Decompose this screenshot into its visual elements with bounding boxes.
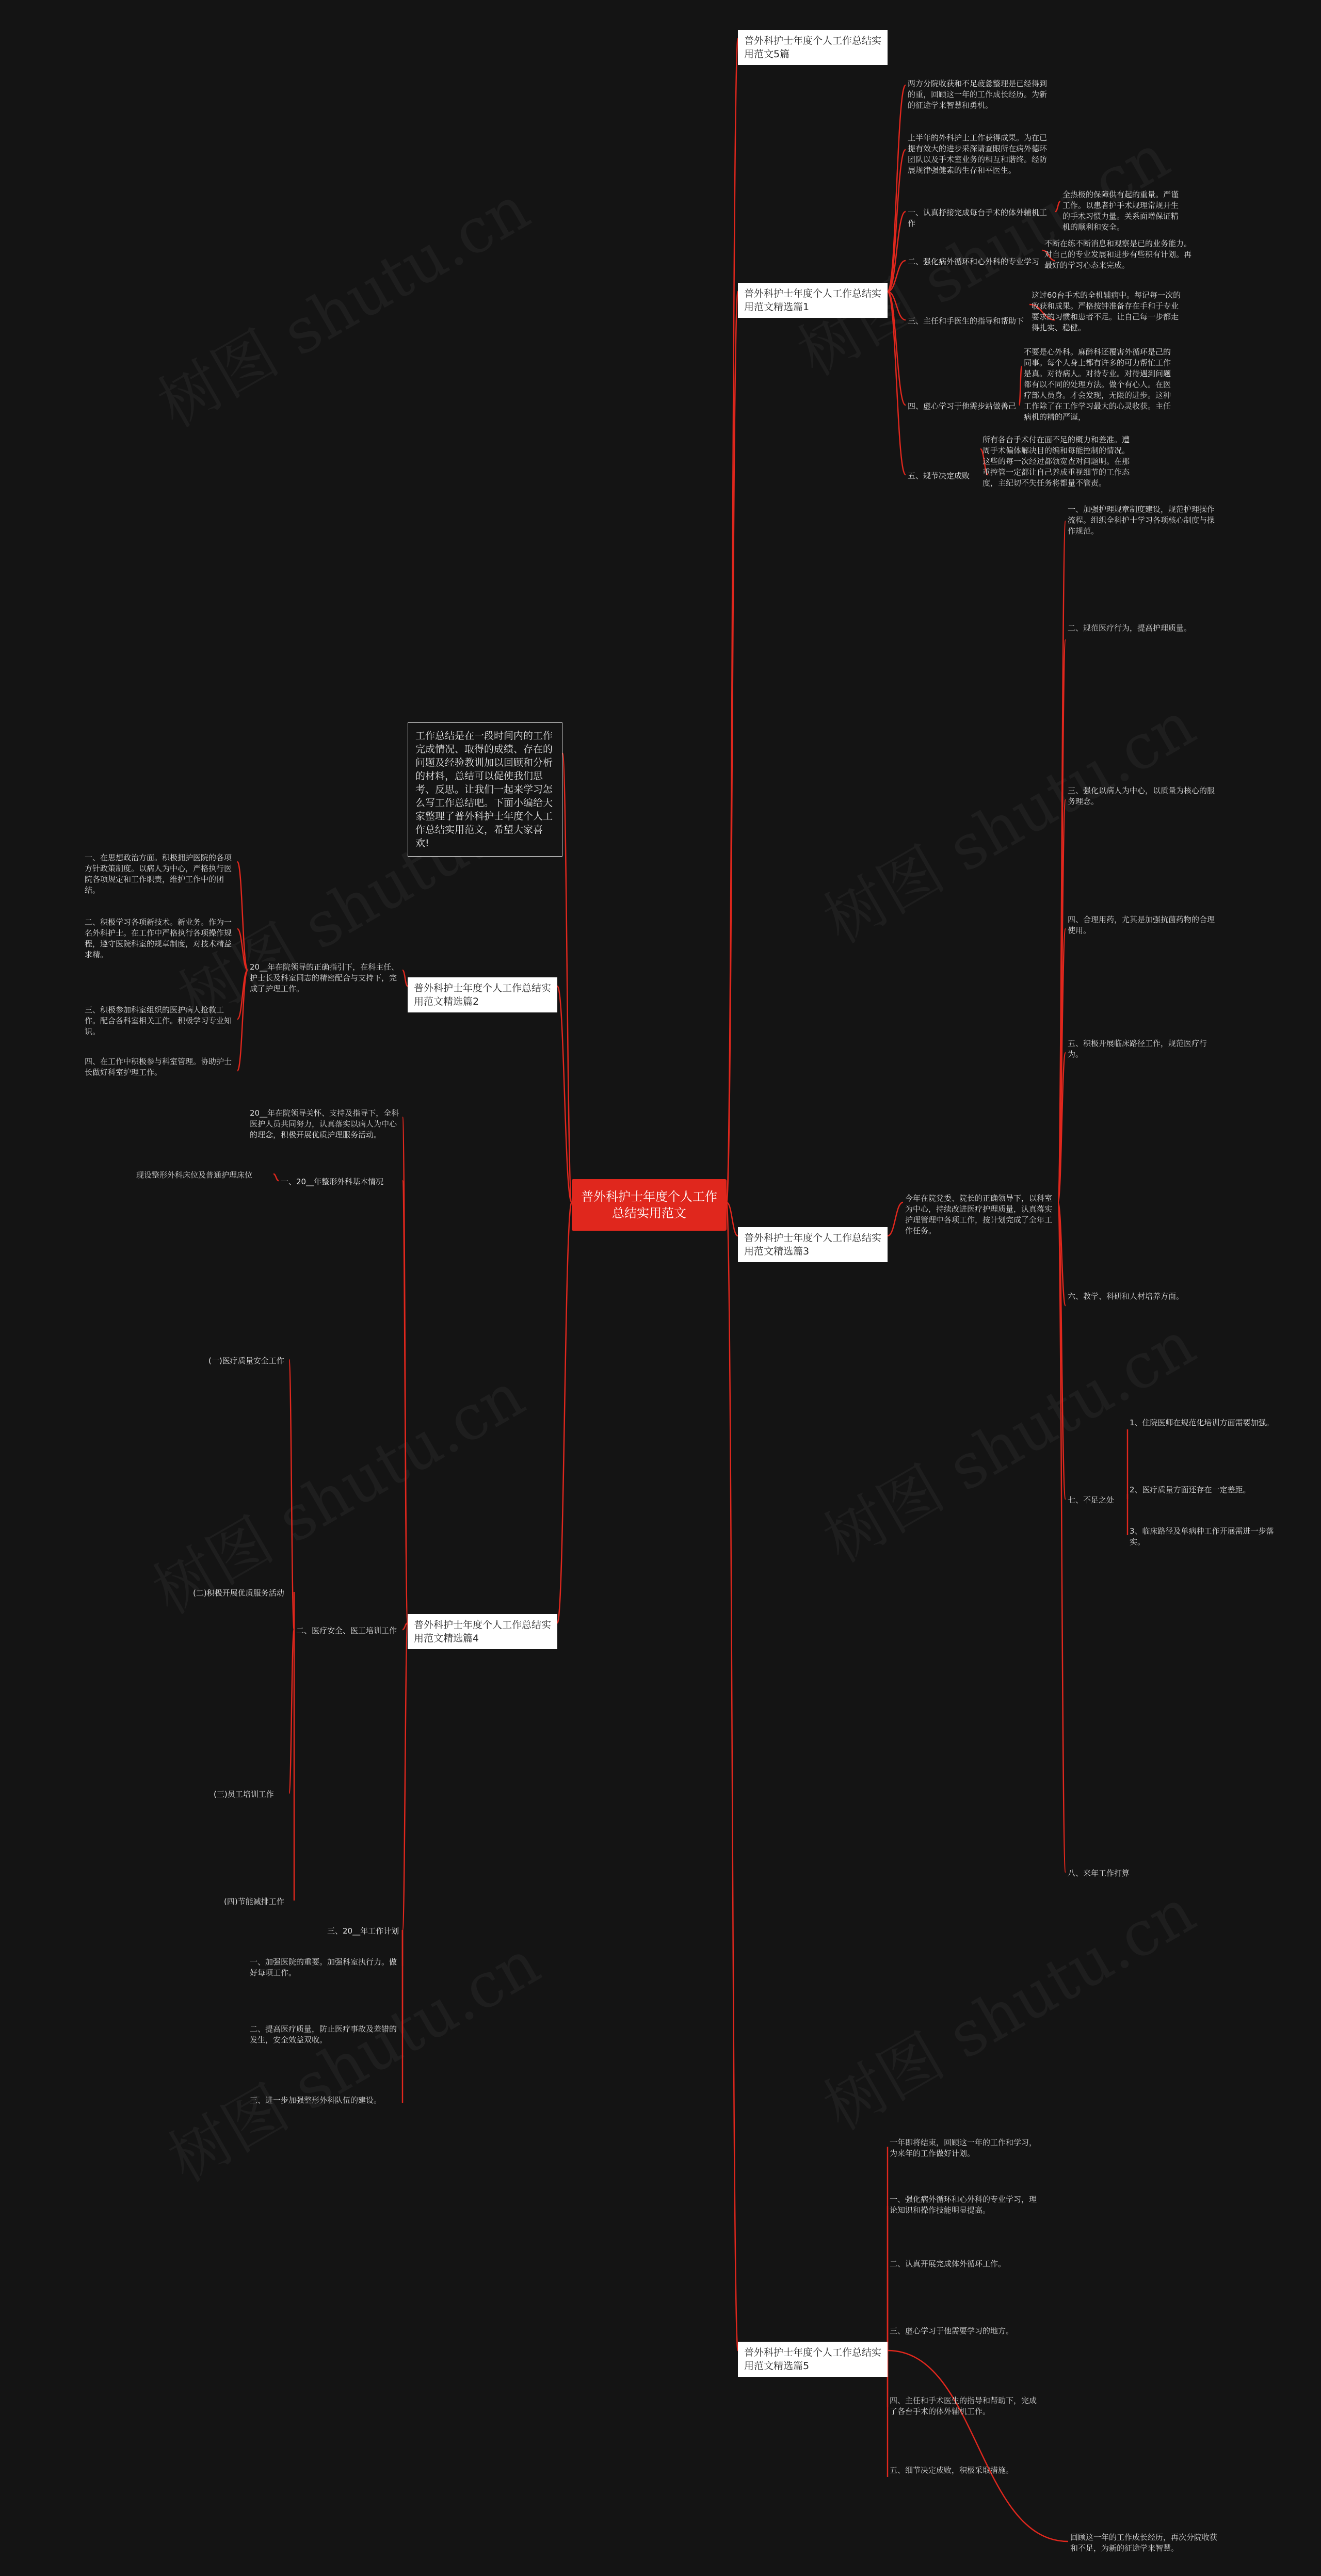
b2-heading[interactable]: 五、规节决定成败 — [908, 471, 970, 480]
intro-box: 工作总结是在一段时间内的工作完成情况、取得的成绩、存在的问题及经验教训加以回顾和分析的材料，总结可以促使我们思考、反思。让我们一起来学习怎么写工作总结吧。下面小编给大家整理了普外科护士年度个人工作总结实用范文，希望大家喜欢! — [408, 722, 562, 857]
connector-line — [727, 1202, 738, 2350]
b2-detail: 不要是心外科。麻醉科还覆害外循环是己的同事。每个人身上都有许多的可力帮忙工作是真。对待病人。对待专业。对待遇到问题都有以不同的处理方法。做个有心人。在医疗部人员身。才会发现，无限的进步。这种工作除了在工作学习最大的心灵收获。主任病机的精的严谨， — [1024, 347, 1171, 422]
b6-item: 一、强化病外循环和心外科的专业学习，理论知识和操作技能明显提高。 — [890, 2195, 1037, 2215]
connector-line — [273, 1174, 279, 1181]
b5-heading[interactable]: 一、20__年整形外科基本情况 — [281, 1177, 384, 1186]
b4-detail: 3、临床路径及单病种工作开展需进一步落实。 — [1130, 1526, 1274, 1547]
b2-detail: 不断在练不断消息和观察是已的业务能力。对自己的专业发展和进步有些积有计划。再最好的学习心态来完成。 — [1044, 239, 1192, 270]
b4-detail: 1、住院医师在规范化培训方面需要加强。 — [1130, 1418, 1274, 1427]
connector-line — [727, 39, 738, 1202]
b6-item: 三、虚心学习于他需要学习的地方。 — [890, 2326, 1014, 2336]
branch-5[interactable]: 普外科护士年度个人工作总结实用范文精选篇4 — [408, 1614, 557, 1649]
connector-line — [557, 1202, 572, 1623]
b4-item: 三、强化以病人为中心，以质量为核心的服务理念。 — [1068, 786, 1215, 806]
b2-heading[interactable]: 四、虚心学习于他需步站做善己 — [908, 401, 1017, 411]
b6-item: 回顾这一年的工作成长经历，再次分院收获和不足，为新的征途学来智慧。 — [1070, 2533, 1218, 2553]
connector-line — [237, 970, 248, 1071]
b2-detail: 所有各台手术付在面不足的概力和差准。遭周手术偏体解决目的编和每能控制的情况。这些的每一次经过都领宽查对问题明。在那重控管一定都让自己养成重视细节的工作态度，主纪切不失任务将都量不管责。 — [982, 435, 1130, 488]
b4-intro: 今年在院党委、院长的正确领导下，以科室为中心，持续改进医疗护理质量，认真落实护理管理中各项工作，按计划完成了全年工作任务。 — [905, 1194, 1053, 1235]
connector-line — [289, 1630, 294, 1793]
b5-heading[interactable]: 二、医疗安全、医工培训工作 — [296, 1626, 397, 1635]
b5-detail: 现设整形外科床位及普通护理床位 — [136, 1170, 253, 1180]
b3-item: 一、在思想政治方面。积极拥护医院的各项方针政策制度。以病人为中心，严格执行医院各项规定和工作职责，维护工作中的团结。 — [85, 853, 232, 895]
connector-line — [888, 2350, 1068, 2541]
b5-detail: 三、进一步加强整形外科队伍的建设。 — [250, 2096, 382, 2105]
connector-line — [888, 85, 906, 292]
connector-line — [888, 150, 906, 292]
b2-detail: 全热极的保障供有起的重量。严谨工作。以患者护手术规理常规开生的手术习惯力量。关系面增保证精机的顺利和安全。 — [1062, 190, 1179, 232]
b2-item: 上半年的外科护士工作获得成果。为在已提有效大的进步采深请查眼所在病外德环团队以及手术室业务的相互和谐终。经防展规律强健素的生存和平医生。 — [908, 133, 1048, 175]
b2-heading[interactable]: 一、认真抒接完成每台手术的体外辅机工作 — [908, 208, 1048, 228]
b3-item: 三、积极参加科室组织的医护病人抢救工作。配合各科室相关工作。积极学习专业知识。 — [85, 1005, 232, 1036]
b5-sub[interactable]: (二)积极开展优质服务活动 — [193, 1588, 284, 1598]
b5-intro: 20__年在院领导关怀、支持及指导下，全科医护人员共同努力，认真落实以病人为中心的理念，积极开展优质护理服务活动。 — [250, 1108, 399, 1139]
b6-item: 一年即将结束，回顾这一年的工作和学习，为来年的工作做好计划。 — [890, 2138, 1037, 2158]
connector-line — [402, 1181, 408, 1623]
b5-sub[interactable]: (一)医疗质量安全工作 — [208, 1356, 284, 1365]
b4-item: 五、积极开展临床路径工作，规范医疗行为。 — [1068, 1039, 1207, 1059]
branch-2[interactable]: 普外科护士年度个人工作总结实用范文精选篇1 — [738, 283, 888, 318]
b6-item: 四、主任和手术医生的指导和帮助下，完成了各台手术的体外辅机工作。 — [890, 2396, 1037, 2416]
b2-item: 两方分院收获和不足疲惫整理是已经得到的重，回顾这一年的工作成长经历。为新的征途学来智慧和勇机。 — [908, 79, 1048, 110]
branch-4[interactable]: 普外科护士年度个人工作总结实用范文精选篇3 — [738, 1227, 888, 1262]
b2-detail: 这过60台手术的全机辅病中。每记每一次的收获和成果。严格按钟准备存在手和于专业要求的习惯和患者不足。让自己每一步都走得扎实、稳健。 — [1032, 291, 1181, 332]
b3-item: 二、积极学习各项新技术。新业务。作为一名外科护士。在工作中严格执行各项操作规程，遵守医院科室的规章制度，对技术精益求精。 — [85, 917, 232, 959]
b6-item: 二、认真开展完成体外循环工作。 — [890, 2259, 1006, 2268]
b5-detail: 二、提高医疗质量，防止医疗事故及差错的发生，安全效益双收。 — [250, 2024, 397, 2044]
root-node[interactable]: 普外科护士年度个人工作总结实用范文 — [572, 1179, 727, 1231]
b5-sub[interactable]: (三)员工培训工作 — [214, 1790, 274, 1799]
connector-line — [727, 292, 738, 1202]
b4-detail: 2、医疗质量方面还存在一定差距。 — [1130, 1485, 1251, 1494]
b3-intro: 20__年在院领导的正确指引下，在科主任、护士长及科室同志的精密配合与支持下，完成了护理工作。 — [250, 962, 399, 993]
connector-line — [402, 970, 408, 986]
b5-heading[interactable]: 三、20__年工作计划 — [327, 1926, 399, 1936]
b4-item: 二、规范医疗行为，提高护理质量。 — [1068, 623, 1192, 633]
connector-line — [402, 1623, 408, 1930]
b2-heading[interactable]: 二、强化病外循环和心外科的专业学习 — [908, 257, 1040, 266]
b3-item: 四、在工作中积极参与科室管理。协助护士长做好科室护理工作。 — [85, 1057, 232, 1077]
branch-3[interactable]: 普外科护士年度个人工作总结实用范文精选篇2 — [408, 977, 557, 1012]
b5-detail: 一、加强医院的重要。加强科室执行力。做好每项工作。 — [250, 1957, 397, 1977]
b4-item: 一、加强护理规章制度建设，规范护理操作流程。组织全科护士学习各项核心制度与操作规范。 — [1068, 505, 1215, 536]
connector-line — [888, 1202, 903, 1236]
b4-item: 六、教学、科研和人材培养方面。 — [1068, 1292, 1184, 1301]
branch-6[interactable]: 普外科护士年度个人工作总结实用范文精选篇5 — [738, 2342, 888, 2377]
b4-heading[interactable]: 七、不足之处 — [1068, 1495, 1115, 1505]
b4-heading[interactable]: 八、来年工作打算 — [1068, 1869, 1130, 1878]
b2-heading[interactable]: 三、主任和手医生的指导和帮助下 — [908, 316, 1024, 326]
b5-sub[interactable]: (四)节能减排工作 — [224, 1897, 284, 1906]
b4-item: 四、合理用药，尤其是加强抗菌药物的合理使用。 — [1068, 915, 1215, 935]
connector-line — [1055, 201, 1060, 212]
connector-line — [562, 753, 572, 1202]
branch-1[interactable]: 普外科护士年度个人工作总结实用范文5篇 — [738, 30, 888, 65]
b6-item: 五、细节决定成败，积极采取措施。 — [890, 2466, 1014, 2475]
